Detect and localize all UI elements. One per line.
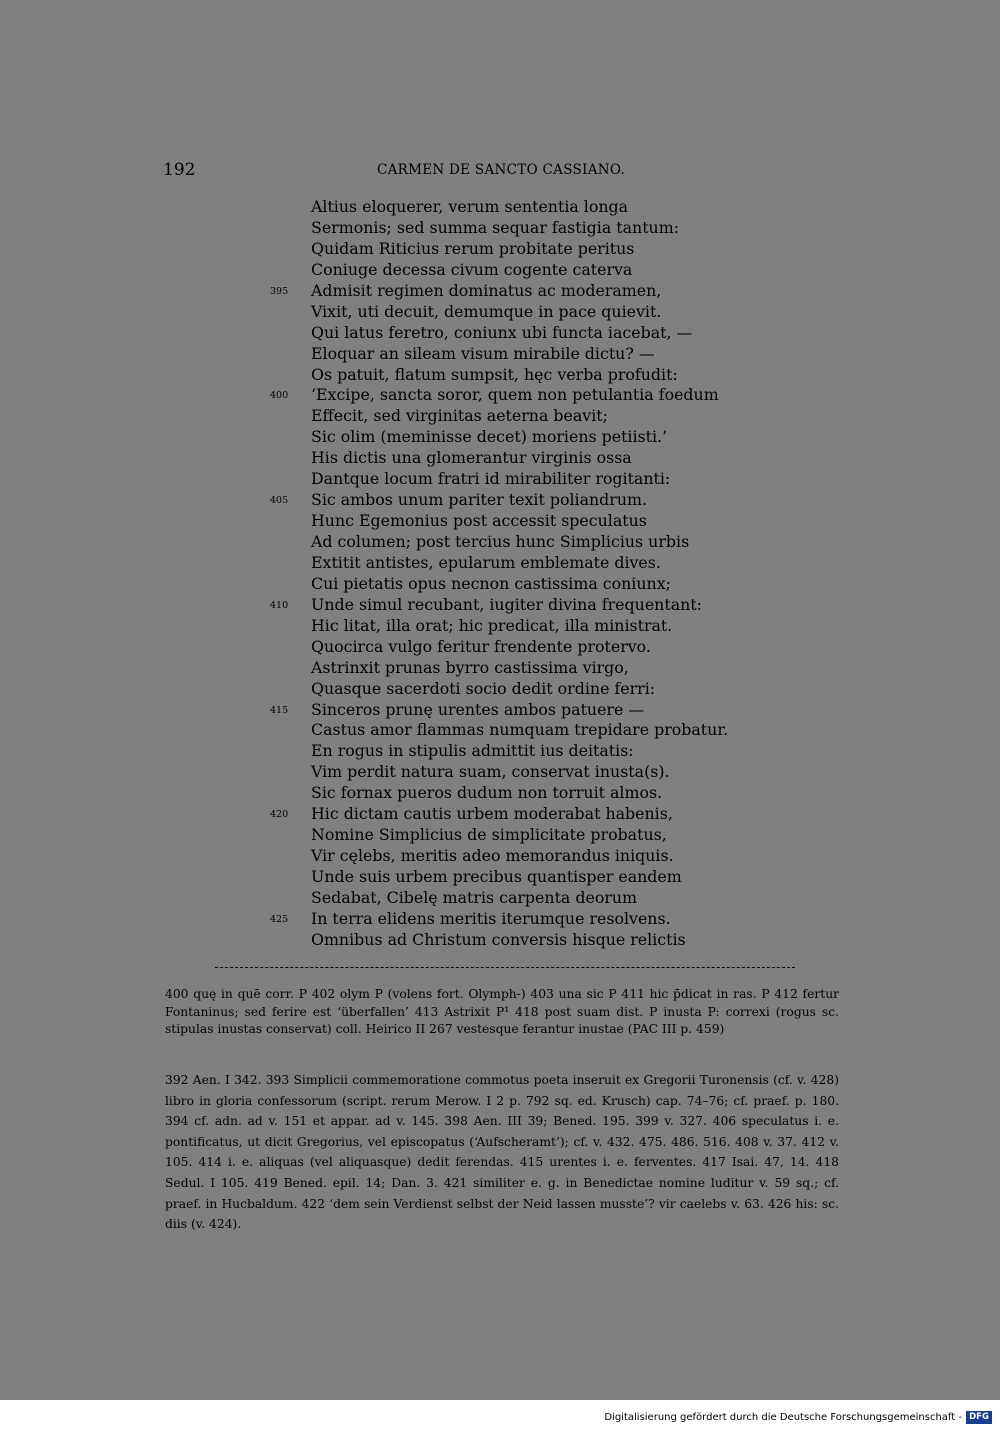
verse-text: Admisit regimen dominatus ac moderamen, [311,280,662,300]
verse-text: Sic olim (meminisse decet) moriens petiisti.’ [311,427,668,447]
verse-text: Vir cęlebs, meritis adeo memorandus iniquis. [311,846,674,866]
verse-line [270,260,730,281]
verse-line [270,344,730,365]
verse-line [270,281,730,302]
dfg-logo: DFG [966,1411,992,1424]
verse-line [270,218,730,239]
verse-line [270,867,730,888]
verse-text: Quasque sacerdoti socio dedit ordine ferri: [311,678,656,698]
verse-text: In terra elidens meritis iterumque resolvens. [311,908,671,928]
verse-text: Hunc Egemonius post accessit speculatus [311,511,647,531]
verse-line [270,741,730,762]
verse-line [270,302,730,323]
verse-text: Extitit antistes, epularum emblemate dives. [311,552,661,572]
verse-text: Os patuit, flatum sumpsit, hęc verba profudit: [311,364,678,384]
line-number: 415 [270,704,289,716]
poem-text [270,197,730,951]
page-number: 192 [163,160,196,180]
apparatus-criticus: 400 quę in quē corr. P 402 olym P (volens fort. Olymph-) 403 una sic P 411 hic p̄dicat in ras. P 412 fertur Fontaninus; sed ferire est ‘überfallen’ 413 Astrixit P¹ 418 post suam dist. P inusta P: correxi (rogus sc. stipulas inustas conservat) coll. Heirico II 267 vestesque ferantur inustae (PAC III p. 459) [165,987,839,1036]
verse-line [270,511,730,532]
verse-text: Cui pietatis opus necnon castissima coniunx; [311,573,671,593]
line-number: 400 [270,390,289,402]
verse-text: Castus amor flammas numquam trepidare probatur. [311,720,729,740]
verse-text: Sinceros prunę urentes ambos patuere — [311,699,645,719]
verse-line [270,385,730,406]
verse-text: Coniuge decessa civum cogente caterva [311,259,633,279]
verse-line [270,679,730,700]
verse-text: Sedabat, Cibelę matris carpenta deorum [311,887,638,907]
line-number: 405 [270,495,289,507]
verse-text: His dictis una glomerantur virginis ossa [311,448,632,468]
verse-line [270,783,730,804]
digitization-footer [0,1400,1000,1434]
page-header [163,160,839,184]
verse-line [270,700,730,721]
line-number: 420 [270,809,289,821]
verse-line [270,365,730,386]
verse-line [270,888,730,909]
verse-text: Astrinxit prunas byrro castissima virgo, [311,657,629,677]
verse-line [270,406,730,427]
verse-text: ‘Excipe, sancta soror, quem non petulantia foedum [311,385,719,405]
verse-line [270,574,730,595]
line-number: 425 [270,913,289,925]
verse-line [270,427,730,448]
verse-text: Quidam Riticius rerum probitate peritus [311,238,635,258]
line-number: 395 [270,285,289,297]
verse-line [270,930,730,951]
verse-text: En rogus in stipulis admittit ius deitatis: [311,741,634,761]
verse-text: Quocirca vulgo feritur frendente protervo. [311,636,651,656]
verse-line [270,846,730,867]
verse-line [270,720,730,741]
verse-text: Qui latus feretro, coniunx ubi functa iacebat, — [311,322,693,342]
verse-text: Effecit, sed virginitas aeterna beavit; [311,406,608,426]
verse-line [270,658,730,679]
verse-line [270,825,730,846]
verse-line [270,909,730,930]
verse-line [270,490,730,511]
verse-text: Altius eloquerer, verum sententia longa [311,197,629,216]
verse-line [270,469,730,490]
verse-line [270,616,730,637]
verse-line [270,532,730,553]
verse-line [270,804,730,825]
verse-line [270,197,730,218]
verse-line [270,553,730,574]
verse-text: Omnibus ad Christum conversis hisque relictis [311,929,686,949]
verse-line [270,637,730,658]
verse-text: Hic litat, illa orat; hic predicat, illa ministrat. [311,615,673,635]
verse-text: Dantque locum fratri id mirabiliter rogitanti: [311,469,671,489]
verse-text: Sic ambos unum pariter texit poliandrum. [311,490,648,510]
footnote-divider [215,967,795,968]
verse-text: Sermonis; sed summa sequar fastigia tantum: [311,217,680,237]
verse-line [270,239,730,260]
verse-line [270,448,730,469]
verse-text: Unde suis urbem precibus quantisper eandem [311,867,682,886]
verse-line [270,595,730,616]
verse-text: Eloquar an sileam visum mirabile dictu? — [311,343,655,363]
verse-text: Hic dictam cautis urbem moderabat habenis, [311,804,673,824]
verse-text: Nomine Simplicius de simplicitate probatus, [311,825,667,845]
footer-credit: Digitalisierung gefördert durch die Deutsche Forschungsgemeinschaft - [604,1412,962,1423]
verse-text: Sic fornax pueros dudum non torruit almos. [311,783,663,803]
verse-text: Unde simul recubant, iugiter divina frequentant: [311,594,702,614]
running-title: CARMEN DE SANCTO CASSIANO. [376,162,626,178]
verse-line [270,762,730,783]
line-number: 410 [270,599,289,611]
apparatus-fontium: 392 Aen. I 342. 393 Simplicii commemoratione commotus poeta inseruit ex Gregorii Turonensis (cf. v. 428) libro in gloria confessorum (script. rerum Merow. I 2 p. 792 sq. ed. Krusch) cap. 74–76; cf. praef. p. 180. 394 cf. adn. ad v. 151 et appar. ad v. 145. 398 Aen. III 39; Bened. 195. 399 v. 327. 406 speculatus i. e. pontificatus, ut dicit Gregorius, vel episcopatus (‘Aufscheramt’); cf. v. 432. 475. 486. 516. 408 v. 37. 412 v. 105. 414 i. e. aliquas (vel aliquasque) dedit ferendas. 415 urentes i. e. ferventes. 417 Isai. 47, 14. 418 Sedul. I 105. 419 Bened. epil. 14; Dan. 3. 421 similiter e. g. in Benedictae nomine luditur v. 59 sq.; cf. praef. in Hucbaldum. 422 ‘dem sein Verdienst selbst der Neid lassen musste’? vir caelebs v. 63. 426 his: sc. diis (v. 424). [165,1073,839,1232]
verse-text: Vixit, uti decuit, demumque in pace quievit. [311,301,662,321]
verse-text: Ad columen; post tercius hunc Simplicius urbis [311,532,690,551]
verse-text: Vim perdit natura suam, conservat inusta(s). [311,762,670,782]
verse-line [270,323,730,344]
